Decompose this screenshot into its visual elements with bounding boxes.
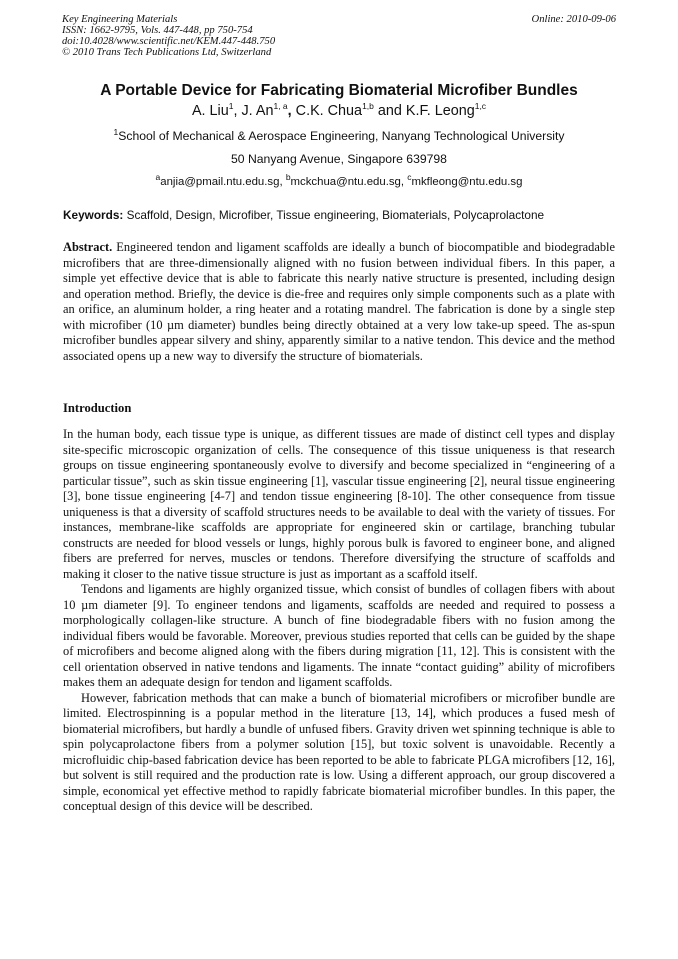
doi-line: doi:10.4028/www.scientific.net/KEM.447-448.750 [62, 36, 276, 47]
keywords-text: Scaffold, Design, Microfiber, Tissue engineering, Biomaterials, Polycaprolactone [126, 208, 545, 222]
email-c: $^c$mkfleong@ntu.edu.sg [407, 172, 523, 188]
intro-paragraph-1: In the human body, each tissue type is unique, as different tissues are made of distinct cell types and display site-specific microscopic organization of cells. The consequence of this tissue uniqueness is that research groups on tissue engineering spontaneously evolve to diversify and become specialized in “engineering of a particular tissue”, such as skin tissue engineering [1], vascular tissue engineering [2], neural tissue engineering [3], bone tissue engineering [4-7] and tendon tissue engineering [8-10]. The other consequence from tissue uniqueness is that a diversity of scaffold structures needs to be available to deal with the variety of tissues. For instances, membrane-like scaffolds are appropriate for engineered skin or cartilage, branching tubular constructs are needed for blood vessels or lungs, highly porous bulk is favored to engineer bone, and aligned fibers are preferred for nerves, muscles or tendons. Therefore diversifying the structure of scaffolds and making it closer to the native tissue structure is just as important as a scaffold itself. [63, 427, 615, 581]
introduction-body [63, 427, 615, 815]
paper-title: A Portable Device for Fabricating Biomaterial Microfiber Bundles [100, 82, 578, 99]
email-line [40, 172, 638, 190]
author-4: K.F. Leong$^{1,c}$ [405, 101, 487, 119]
section-heading-introduction: Introduction [63, 401, 132, 415]
journal-name: Key Engineering Materials [62, 14, 178, 25]
copyright-line: © 2010 Trans Tech Publications Ltd, Switzerland [62, 47, 272, 58]
email-b: $^b$mckchua@ntu.edu.sg, [285, 172, 408, 188]
journal-header [62, 14, 275, 58]
author-2: J. An$^{1, a}$, [241, 101, 296, 119]
keywords-label: Keywords: [63, 208, 124, 222]
author-list [40, 103, 638, 120]
keywords [63, 208, 615, 223]
issn-line: ISSN: 1662-9795, Vols. 447-448, pp 750-754 [62, 25, 253, 36]
affiliation-line-1: $^1$School of Mechanical & Aerospace Engineering, Nanyang Technological University [113, 126, 565, 143]
abstract-label: Abstract. [63, 240, 113, 254]
affiliation-line-2: 50 Nanyang Avenue, Singapore 639798 [231, 152, 447, 166]
abstract [63, 240, 615, 364]
author-1: A. Liu$^1$, [191, 101, 242, 119]
author-3: C.K. Chua$^{1,b}$ and [295, 101, 406, 119]
email-a: $^a$anjia@pmail.ntu.edu.sg, [155, 172, 286, 188]
intro-paragraph-2: Tendons and ligaments are highly organized tissue, which consist of bundles of collagen fibers with about 10 µm diameter [9]. To engineer tendons and ligaments, scaffolds are needed and required to possess a morphologically collagen-like structure. A bunch of fine biodegradable fibers with no fusion among the individual fibers would be favorable. Moreover, previous studies reported that cells can be guided by the shape of microfibers and become aligned along with the fibers during migration [11, 12]. This is consistent with the cell orientation observed in native tendons and ligaments. The innate “contact guiding” ability of microfibers makes them an adequate design for tendon and ligament scaffolds. [63, 582, 615, 689]
online-date: Online: 2010-09-06 [531, 14, 616, 25]
intro-paragraph-3: However, fabrication methods that can make a bunch of biomaterial microfibers or microfiber bundle are limited. Electrospinning is a popular method in the literature [13, 14], which produces a fused mesh of biomaterial microfibers, but hardly a bundle of unfused fibers. Gravity driven wet spinning technique is able to spin polycaprolactone fibers from a polymer solution [15], but toxic solvent is unavoidable. Recently a microfluidic chip-based fabrication device has been reported to be able to fabricate PLGA microfibers [12, 16], but solvent is still required and the production rate is low. Using a different approach, our group discovered a simple, economical yet effective method to rapidly fabricate biomaterial microfiber bundles. In this paper, the conceptual design of this device will be described. [63, 690, 615, 813]
abstract-text: Engineered tendon and ligament scaffolds are ideally a bunch of biocompatible and biodegradable microfibers that are three-dimensionally aligned with no fusion between individual fibers. In this paper, a simple yet effective device that is able to fabricate this nearly native structure is presented, including design and operation method. Briefly, the device is die-free and requires only simple components such as a plate with an orifice, an aluminum holder, a ring heater and a rotating mandrel. The fabrication is done by a single step with microfiber (10 µm diameter) bundles being directly obtained at a very low take-up speed. The as-spun microfiber bundles appear silvery and shiny, apparently similar to a native tendon. This device and the method associated opens up a new way to diversify the structure of biomaterials. [63, 240, 615, 363]
